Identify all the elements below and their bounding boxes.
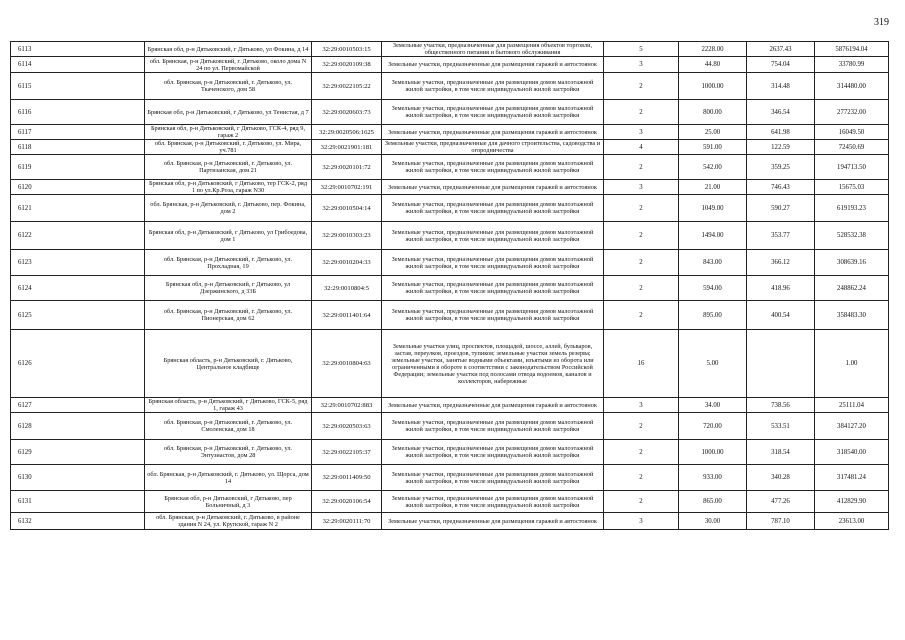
address-cell: обл. Брянская, р-н Дятьковский, г. Дятьково, ул. Смоленская, дом 18	[145, 413, 312, 440]
row-number: 6127	[11, 398, 145, 413]
land-use-cell: Земельные участки, предназначенные для дачного строительства, садоводства и огородничества	[382, 140, 604, 155]
table-row	[11, 491, 889, 513]
cadastral-number-cell: 32:29:0022105:37	[312, 440, 382, 465]
row-number: 6122	[11, 222, 145, 250]
row-number: 6123	[11, 250, 145, 276]
area-cell: 542.00	[679, 155, 747, 180]
land-use-cell: Земельные участки улиц, проспектов, площадей, шоссе, аллей, бульваров, застав, переулков, проездов, тупиков; земельные участки земель резерва; земельные участки, занятые водными объектами, изъятыми из оборота или ограниченными в обороте в соответствии с законодательством Российской Федерации; земельные участки под полосами отвода водоемов, каналов и коллекторов, набережные	[382, 330, 604, 398]
address-cell: обл. Брянская, р-н Дятьковский, г. Дятьково, ул. Прохладная, 19	[145, 250, 312, 276]
land-use-cell: Земельные участки, предназначенные для размещения гаражей и автостоянок	[382, 57, 604, 73]
rate-cell: 314.48	[747, 73, 815, 100]
table-row	[11, 276, 889, 301]
category-cell: 2	[604, 276, 679, 301]
address-cell: Брянская область, р-н Дятьковский, г. Дятьково, Центральное кладбище	[145, 330, 312, 398]
area-cell: 933.00	[679, 465, 747, 491]
land-use-cell: Земельные участки, предназначенные для размещения домов малоэтажной жилой застройки, в том числе индивидуальной жилой застройки	[382, 155, 604, 180]
cadastral-number-cell: 32:29:0020503:63	[312, 413, 382, 440]
area-cell: 44.80	[679, 57, 747, 73]
category-cell: 2	[604, 413, 679, 440]
cadastral-number-cell: 32:29:0010702:191	[312, 180, 382, 195]
row-number: 6115	[11, 73, 145, 100]
land-use-cell: Земельные участки, предназначенные для размещения объектов торговли, общественного питания и бытового обслуживания	[382, 42, 604, 57]
cadastral-number-cell: 32:29:0010204:33	[312, 250, 382, 276]
area-cell: 720.00	[679, 413, 747, 440]
table-row	[11, 180, 889, 195]
land-use-cell: Земельные участки, предназначенные для размещения домов малоэтажной жилой застройки, в том числе индивидуальной жилой застройки	[382, 440, 604, 465]
rate-cell: 2637.43	[747, 42, 815, 57]
cadastral-number-cell: 32:29:0010303:23	[312, 222, 382, 250]
cadastral-value-cell: 317481.24	[815, 465, 889, 491]
row-number: 6118	[11, 140, 145, 155]
address-cell: обл. Брянская, р-н Дятьковский, г. Дятьково, пер. Фокина, дом 2	[145, 195, 312, 222]
rate-cell: 418.96	[747, 276, 815, 301]
cadastral-value-cell: 16049.50	[815, 125, 889, 140]
area-cell: 800.00	[679, 100, 747, 125]
area-cell: 594.00	[679, 276, 747, 301]
land-use-cell: Земельные участки, предназначенные для размещения гаражей и автостоянок	[382, 125, 604, 140]
land-use-cell: Земельные участки, предназначенные для размещения гаражей и автостоянок	[382, 513, 604, 530]
rate-cell: 746.43	[747, 180, 815, 195]
rate-cell: 477.26	[747, 491, 815, 513]
cadastral-number-cell: 32:29:0020506:1625	[312, 125, 382, 140]
area-cell: 21.00	[679, 180, 747, 195]
cadastral-value-cell: 277232.00	[815, 100, 889, 125]
area-cell: 25.00	[679, 125, 747, 140]
address-cell: обл. Брянская, р-н Дятьковский, г. Дятьково, в районе здания N 24, ул. Крупской, гараж N 2	[145, 513, 312, 530]
cadastral-number-cell: 32:29:0020101:72	[312, 155, 382, 180]
table-row	[11, 140, 889, 155]
cadastral-number-cell: 32:29:0010503:15	[312, 42, 382, 57]
row-number: 6129	[11, 440, 145, 465]
rate-cell: 359.25	[747, 155, 815, 180]
cadastral-number-cell: 32:29:0010504:14	[312, 195, 382, 222]
rate-cell: 366.12	[747, 250, 815, 276]
page-number: 319	[874, 17, 889, 28]
category-cell: 3	[604, 180, 679, 195]
table-row	[11, 398, 889, 413]
category-cell: 3	[604, 398, 679, 413]
row-number: 6132	[11, 513, 145, 530]
cadastral-number-cell: 32:29:0011409:50	[312, 465, 382, 491]
cadastral-number-cell: 32:29:0020111:70	[312, 513, 382, 530]
rate-cell: 353.77	[747, 222, 815, 250]
address-cell: обл. Брянская, р-н Дятьковский, г. Дятьково, ул. Партизанская, дом 21	[145, 155, 312, 180]
row-number: 6130	[11, 465, 145, 491]
land-use-cell: Земельные участки, предназначенные для размещения домов малоэтажной жилой застройки, в том числе индивидуальной жилой застройки	[382, 195, 604, 222]
table-row	[11, 413, 889, 440]
cadastral-value-cell: 412829.90	[815, 491, 889, 513]
row-number: 6131	[11, 491, 145, 513]
cadastral-number-cell: 32:29:0020603:73	[312, 100, 382, 125]
category-cell: 3	[604, 513, 679, 530]
category-cell: 2	[604, 440, 679, 465]
cadastral-value-cell: 194713.50	[815, 155, 889, 180]
table-row	[11, 330, 889, 398]
rate-cell: 590.27	[747, 195, 815, 222]
row-number: 6116	[11, 100, 145, 125]
cadastral-value-cell: 318540.00	[815, 440, 889, 465]
cadastral-value-cell: 358483.30	[815, 301, 889, 330]
category-cell: 2	[604, 222, 679, 250]
category-cell: 2	[604, 195, 679, 222]
area-cell: 895.00	[679, 301, 747, 330]
address-cell: обл. Брянская, р-н Дятьковский, г. Дятьково, ул. Ткаченского, дом 58	[145, 73, 312, 100]
area-cell: 30.00	[679, 513, 747, 530]
category-cell: 3	[604, 125, 679, 140]
category-cell: 2	[604, 465, 679, 491]
address-cell: обл. Брянская, р-н Дятьковский, г. Дятьково, ул. Щорса, дом 14	[145, 465, 312, 491]
land-use-cell: Земельные участки, предназначенные для размещения домов малоэтажной жилой застройки, в том числе индивидуальной жилой застройки	[382, 222, 604, 250]
rate-cell: 738.56	[747, 398, 815, 413]
table-row	[11, 440, 889, 465]
address-cell: обл. Брянская, р-н Дятьковский, г. Дятьково, около дома N 24 по ул. Первомайской	[145, 57, 312, 73]
address-cell: обл. Брянская, р-н Дятьковский, г. Дятьково, ул. Энтузиастов, дом 28	[145, 440, 312, 465]
rate-cell: 533.51	[747, 413, 815, 440]
cadastral-number-cell: 32:29:0010804:63	[312, 330, 382, 398]
address-cell: Брянская обл, р-н Дятьковский, г Дятьково, ГСК-4, ряд 9, гараж 2	[145, 125, 312, 140]
row-number: 6126	[11, 330, 145, 398]
cadastral-value-cell: 248862.24	[815, 276, 889, 301]
rate-cell: 641.98	[747, 125, 815, 140]
table-row	[11, 513, 889, 530]
cadastral-value-cell: 1.00	[815, 330, 889, 398]
category-cell: 16	[604, 330, 679, 398]
row-number: 6120	[11, 180, 145, 195]
area-cell: 865.00	[679, 491, 747, 513]
area-cell: 1000.00	[679, 73, 747, 100]
table-row	[11, 222, 889, 250]
row-number: 6121	[11, 195, 145, 222]
cadastral-value-cell: 384127.20	[815, 413, 889, 440]
address-cell: обл. Брянская, р-н Дятьковский, г. Дятьково, ул. Пионерская, дом 62	[145, 301, 312, 330]
address-cell: обл. Брянская, р-н Дятьковский, г. Дятьково, ул. Мира, уч.781	[145, 140, 312, 155]
address-cell: Брянская обл, р-н Дятьковский, г Дятьково, тер ГСК-2, ряд 1 по ул.Кр.Роза, гараж N30	[145, 180, 312, 195]
category-cell: 2	[604, 250, 679, 276]
table-row	[11, 42, 889, 57]
cadastral-value-cell: 15675.03	[815, 180, 889, 195]
table-row	[11, 57, 889, 73]
cadastral-value-cell: 23613.00	[815, 513, 889, 530]
table-row	[11, 465, 889, 491]
land-use-cell: Земельные участки, предназначенные для размещения домов малоэтажной жилой застройки, в том числе индивидуальной жилой застройки	[382, 413, 604, 440]
category-cell: 2	[604, 301, 679, 330]
area-cell: 5.00	[679, 330, 747, 398]
row-number: 6128	[11, 413, 145, 440]
cadastral-value-cell: 314480.00	[815, 73, 889, 100]
cadastral-value-cell: 528532.38	[815, 222, 889, 250]
category-cell: 2	[604, 73, 679, 100]
cadastral-value-cell: 619193.23	[815, 195, 889, 222]
rate-cell: 787.10	[747, 513, 815, 530]
land-use-cell: Земельные участки, предназначенные для размещения домов малоэтажной жилой застройки, в том числе индивидуальной жилой застройки	[382, 301, 604, 330]
cadastral-value-cell: 308639.16	[815, 250, 889, 276]
area-cell: 591.00	[679, 140, 747, 155]
land-use-cell: Земельные участки, предназначенные для размещения домов малоэтажной жилой застройки, в том числе индивидуальной жилой застройки	[382, 491, 604, 513]
address-cell: Брянская обл, р-н Дятьковский, г Дятьково, ул Тенистая, д 7	[145, 100, 312, 125]
cadastral-number-cell: 32:29:0010702:883	[312, 398, 382, 413]
area-cell: 1000.00	[679, 440, 747, 465]
rate-cell: 340.28	[747, 465, 815, 491]
table-row	[11, 155, 889, 180]
address-cell: Брянская обл, р-н Дятьковский, г Дятьково, ул Грибоедова, дом 1	[145, 222, 312, 250]
cadastral-number-cell: 32:29:0011401:64	[312, 301, 382, 330]
row-number: 6125	[11, 301, 145, 330]
area-cell: 1494.00	[679, 222, 747, 250]
address-cell: Брянская область, р-н Дятьковский, г Дятьково, ГСК-5, ряд 1, гараж 43	[145, 398, 312, 413]
land-use-cell: Земельные участки, предназначенные для размещения домов малоэтажной жилой застройки, в том числе индивидуальной жилой застройки	[382, 250, 604, 276]
cadastral-number-cell: 32:29:0022105:22	[312, 73, 382, 100]
rate-cell: 346.54	[747, 100, 815, 125]
table-row	[11, 250, 889, 276]
cadastral-value-cell: 33780.99	[815, 57, 889, 73]
table-row	[11, 195, 889, 222]
row-number: 6114	[11, 57, 145, 73]
cadastral-value-table	[10, 41, 889, 530]
row-number: 6124	[11, 276, 145, 301]
category-cell: 2	[604, 100, 679, 125]
rate-cell: 754.04	[747, 57, 815, 73]
address-cell: Брянская обл, р-н Дятьковский, г Дятьково, ул Фокина, д 14	[145, 42, 312, 57]
cadastral-number-cell: 32:29:0010804:5	[312, 276, 382, 301]
cadastral-value-cell: 5876194.04	[815, 42, 889, 57]
category-cell: 2	[604, 155, 679, 180]
cadastral-number-cell: 32:29:0020106:54	[312, 491, 382, 513]
land-use-cell: Земельные участки, предназначенные для размещения гаражей и автостоянок	[382, 180, 604, 195]
cadastral-number-cell: 32:29:0021901:181	[312, 140, 382, 155]
table-row	[11, 100, 889, 125]
area-cell: 34.00	[679, 398, 747, 413]
table-row	[11, 73, 889, 100]
cadastral-value-cell: 72450.69	[815, 140, 889, 155]
address-cell: Брянская обл, р-н Дятьковский, г Дятьково, ул Дзержинского, д 33Б	[145, 276, 312, 301]
cadastral-value-cell: 25111.04	[815, 398, 889, 413]
row-number: 6113	[11, 42, 145, 57]
row-number: 6117	[11, 125, 145, 140]
land-use-cell: Земельные участки, предназначенные для размещения домов малоэтажной жилой застройки, в том числе индивидуальной жилой застройки	[382, 100, 604, 125]
land-use-cell: Земельные участки, предназначенные для размещения домов малоэтажной жилой застройки, в том числе индивидуальной жилой застройки	[382, 276, 604, 301]
land-use-cell: Земельные участки, предназначенные для размещения гаражей и автостоянок	[382, 398, 604, 413]
category-cell: 2	[604, 491, 679, 513]
area-cell: 843.00	[679, 250, 747, 276]
table-row	[11, 125, 889, 140]
address-cell: Брянская обл, р-н Дятьковский, г Дятьково, пер Больничный, д 3	[145, 491, 312, 513]
land-use-cell: Земельные участки, предназначенные для размещения домов малоэтажной жилой застройки, в том числе индивидуальной жилой застройки	[382, 73, 604, 100]
rate-cell: 400.54	[747, 301, 815, 330]
category-cell: 3	[604, 57, 679, 73]
row-number: 6119	[11, 155, 145, 180]
land-use-cell: Земельные участки, предназначенные для размещения домов малоэтажной жилой застройки, в том числе индивидуальной жилой застройки	[382, 465, 604, 491]
rate-cell: 122.59	[747, 140, 815, 155]
area-cell: 1049.00	[679, 195, 747, 222]
rate-cell	[747, 330, 815, 398]
area-cell: 2228.00	[679, 42, 747, 57]
table-row	[11, 301, 889, 330]
category-cell: 4	[604, 140, 679, 155]
cadastral-number-cell: 32:29:0020109:38	[312, 57, 382, 73]
rate-cell: 318.54	[747, 440, 815, 465]
category-cell: 5	[604, 42, 679, 57]
